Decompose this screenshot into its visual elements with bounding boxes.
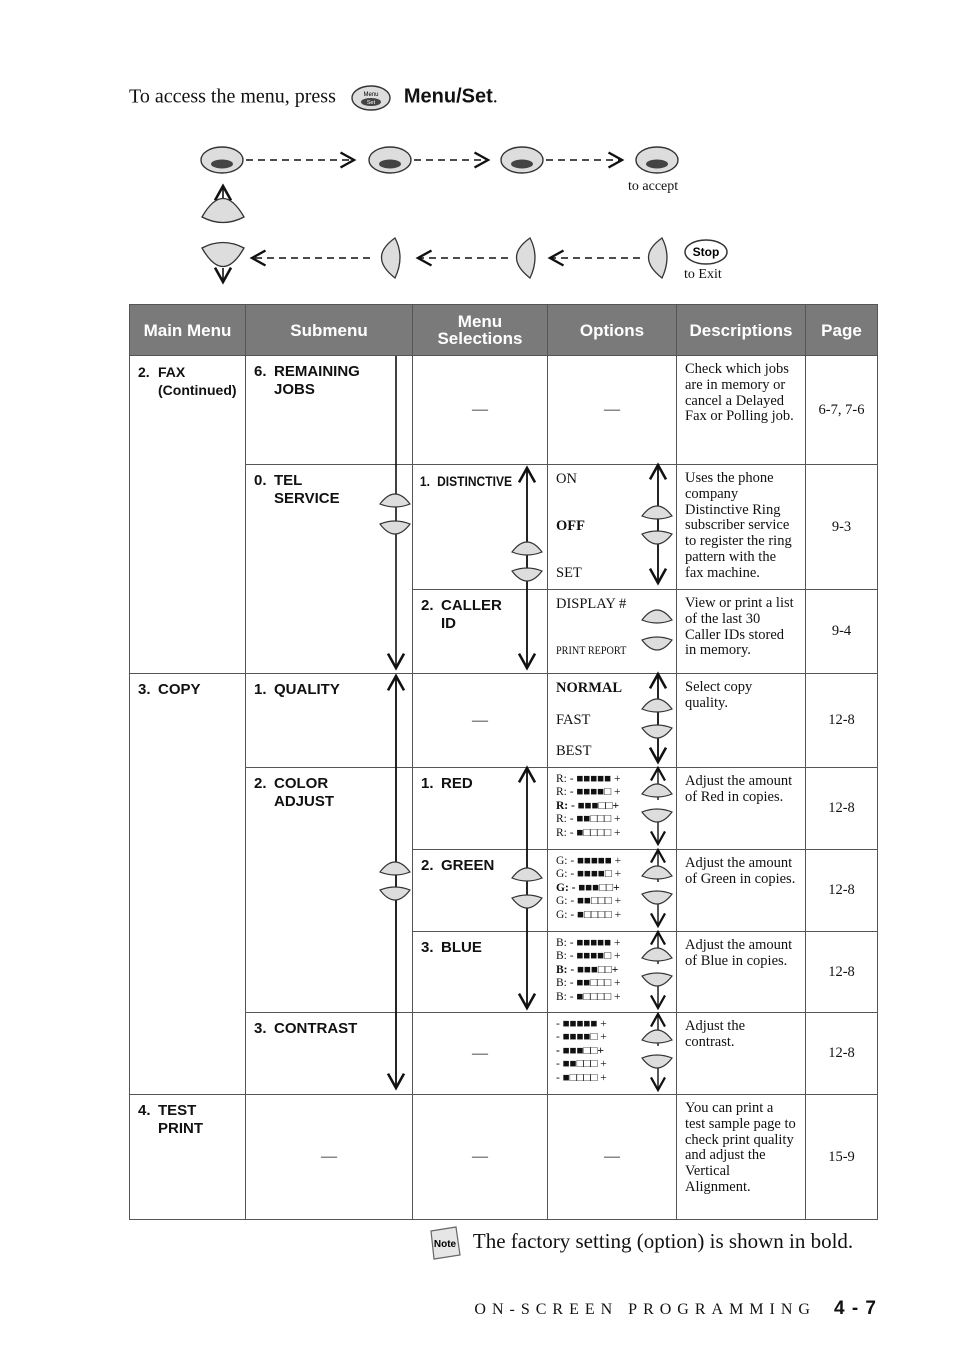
main-menu-test-print: 4. TEST PRINT: [130, 1095, 246, 1220]
menu-set-label: Menu/Set: [403, 85, 493, 108]
menu-button-icon-3: [501, 147, 543, 173]
submenu-quality: 1. QUALITY: [246, 674, 413, 768]
option-print-report: PRINT REPORT: [556, 643, 627, 657]
options-blue: B: - ■■■■■ + B: - ■■■■□ + B: - ■■■□□+ B: - ■■□□□ + B: - ■□□□□ +: [548, 932, 677, 1013]
main-menu-fax: 2. FAX (Continued): [130, 356, 246, 674]
page-remaining-jobs: 6-7, 7-6: [806, 356, 878, 465]
intro-period: .: [492, 85, 498, 108]
stop-button-icon: [685, 240, 727, 264]
menu-text: Menu: [363, 92, 379, 98]
selection-dash: —: [413, 674, 548, 768]
svg-text:Note: Note: [433, 1239, 457, 1250]
page-caller-id: 9-4: [806, 590, 878, 674]
page-distinctive: 9-3: [806, 465, 878, 590]
page-quality: 12-8: [806, 674, 878, 768]
note-icon: [428, 1225, 462, 1261]
to-exit-label: to Exit: [684, 267, 722, 282]
menu-button-icon-4: [636, 147, 678, 173]
table-row: [130, 674, 878, 768]
table-row: [130, 356, 878, 465]
selection-distinctive: 1. DISTINCTIVE: [413, 465, 548, 590]
description-contrast: Adjust the contrast.: [677, 1013, 806, 1095]
option-dash: —: [548, 356, 677, 465]
left-key-icon-1: [382, 238, 401, 278]
option-fast: FAST: [556, 712, 591, 728]
options-green: G: - ■■■■■ + G: - ■■■■□ + G: - ■■■□□+ G: - ■■□□□ + G: - ■□□□□ +: [548, 850, 677, 932]
selection-green: 2. GREEN: [413, 850, 548, 932]
navigation-diagram: [190, 140, 750, 290]
selection-red: 1. RED: [413, 768, 548, 850]
option-best: BEST: [556, 743, 592, 759]
options-caller-id: [548, 590, 677, 674]
footer-page-number: 4 - 7: [833, 1298, 877, 1319]
header-options: Options: [548, 305, 677, 356]
option-on: ON: [556, 471, 577, 487]
page-footer: [474, 1298, 877, 1320]
left-key-icon-3: [649, 238, 668, 278]
option-display: DISPLAY #: [556, 596, 627, 612]
description-caller-id: View or print a list of the last 30 Caller IDs stored in memory.: [677, 590, 806, 674]
description-red: Adjust the amount of Red in copies.: [677, 768, 806, 850]
selection-caller-id: 2. CALLER ID: [413, 590, 548, 674]
option-off: OFF: [556, 518, 585, 534]
up-key-icon: [202, 199, 244, 223]
set-text: Set: [366, 100, 376, 106]
left-key-icon-2: [517, 238, 536, 278]
selection-dash: —: [413, 1013, 548, 1095]
intro-line: [129, 83, 498, 113]
note-line: [428, 1225, 853, 1261]
description-test-print: You can print a test sample page to check print quality and adjust the Vertical Alignment.: [677, 1095, 806, 1220]
description-remaining-jobs: Check which jobs are in memory or cancel a Delayed Fax or Polling job.: [677, 356, 806, 465]
main-menu-copy: 3. COPY: [130, 674, 246, 1095]
selection-blue: 3. BLUE: [413, 932, 548, 1013]
options-contrast: - ■■■■■ + - ■■■■□ + - ■■■□□+ - ■■□□□ + - ■□□□□ +: [548, 1013, 677, 1095]
description-quality: Select copy quality.: [677, 674, 806, 768]
submenu-tel-service: 0. TEL SERVICE: [246, 465, 413, 674]
note-text: The factory setting (option) is shown in bold.: [472, 1228, 854, 1253]
menu-table: [129, 304, 878, 1220]
to-accept-label: to accept: [628, 179, 679, 194]
submenu-contrast: 3. CONTRAST: [246, 1013, 413, 1095]
page-red: 12-8: [806, 768, 878, 850]
options-quality: [548, 674, 677, 768]
submenu-dash: —: [246, 1095, 413, 1220]
submenu-color-adjust: 2. COLOR ADJUST: [246, 768, 413, 1013]
description-green: Adjust the amount of Green in copies.: [677, 850, 806, 932]
options-red: R: - ■■■■■ + R: - ■■■■□ + R: - ■■■□□+ R: - ■■□□□ + R: - ■□□□□ +: [548, 768, 677, 850]
header-page: Page: [806, 305, 878, 356]
footer-section: ON-SCREEN PROGRAMMING: [474, 1301, 816, 1318]
page-test-print: 15-9: [806, 1095, 878, 1220]
selection-dash: —: [413, 356, 548, 465]
header-main-menu: Main Menu: [130, 305, 246, 356]
page-green: 12-8: [806, 850, 878, 932]
menu-set-button-icon: [349, 83, 393, 113]
header-menu-selections: Menu Selections: [413, 305, 548, 356]
table-header-row: [130, 305, 878, 356]
submenu-remaining-jobs: 6. REMAINING JOBS: [246, 356, 413, 465]
header-submenu: Submenu: [246, 305, 413, 356]
option-set: SET: [556, 565, 582, 581]
header-descriptions: Descriptions: [677, 305, 806, 356]
selection-dash: —: [413, 1095, 548, 1220]
description-blue: Adjust the amount of Blue in copies.: [677, 932, 806, 1013]
menu-button-icon-1: [201, 147, 243, 173]
page-blue: 12-8: [806, 932, 878, 1013]
table-row: [130, 1095, 878, 1220]
stop-text: Stop: [692, 245, 720, 259]
down-key-icon: [202, 243, 244, 267]
description-distinctive: Uses the phone company Distinctive Ring subscriber service to register the ring pattern with the fax machine.: [677, 465, 806, 590]
intro-text: To access the menu, press: [129, 85, 336, 108]
menu-button-icon-2: [369, 147, 411, 173]
page-contrast: 12-8: [806, 1013, 878, 1095]
option-dash: —: [548, 1095, 677, 1220]
options-distinctive: [548, 465, 677, 590]
option-normal: NORMAL: [556, 680, 623, 696]
